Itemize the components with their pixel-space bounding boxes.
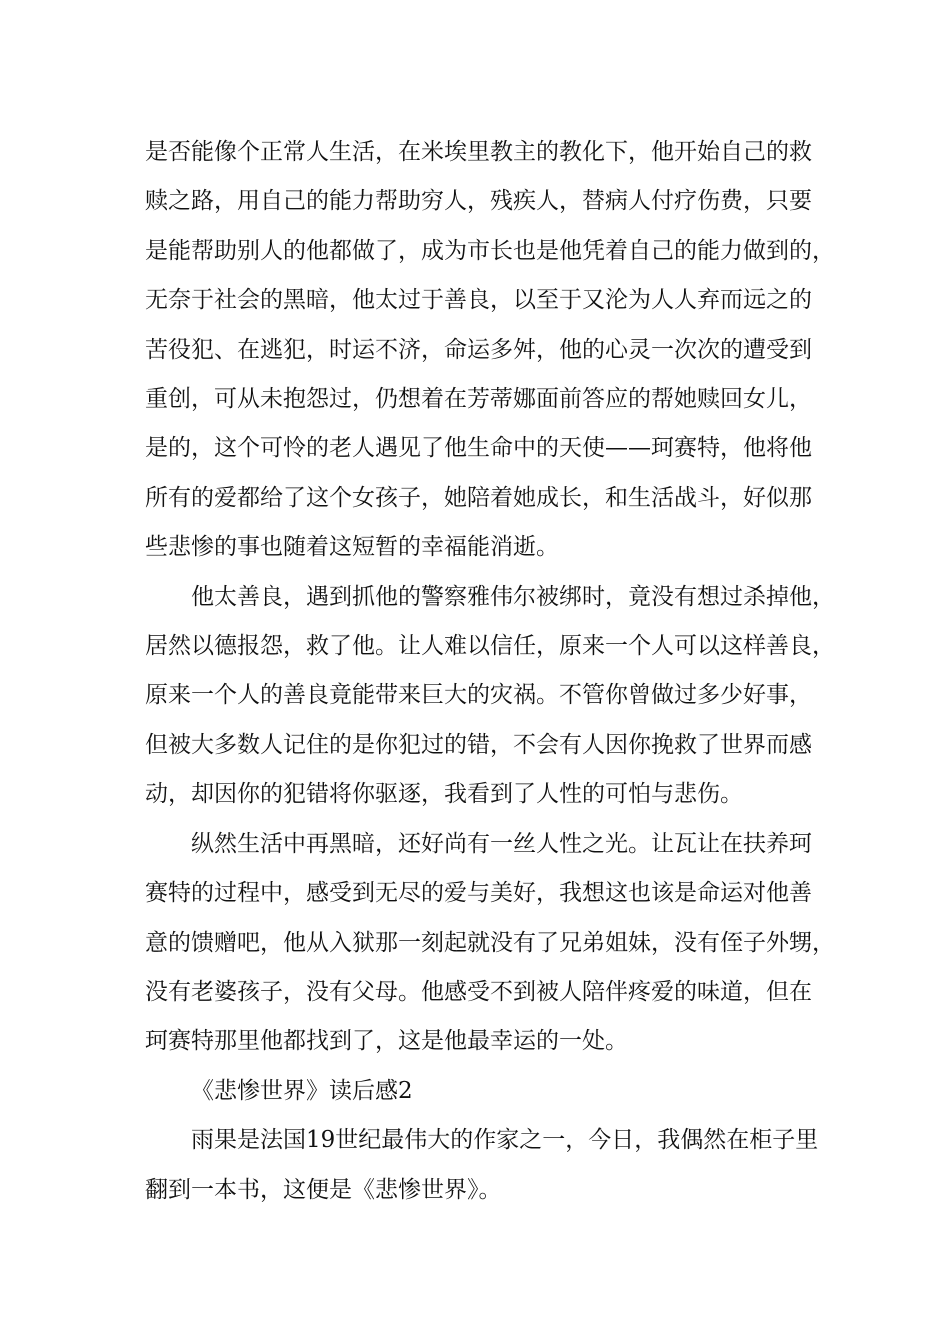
text-line: 是能帮助别人的他都做了，成为市长也是他凭着自己的能力做到的， [145, 237, 835, 264]
text-line: 珂赛特那里他都找到了，这是他最幸运的一处。 [145, 1028, 628, 1055]
text-line: 他太善良，遇到抓他的警察雅伟尔被绑时，竟没有想过杀掉他， [191, 583, 835, 610]
paragraph-3 [145, 820, 835, 1067]
text-line: 居然以德报怨，救了他。让人难以信任，原来一个人可以这样善良， [145, 633, 835, 660]
text-line: 是的，这个可怜的老人遇见了他生命中的天使——珂赛特，他将他 [145, 435, 812, 462]
text-line: 动，却因你的犯错将你驱逐，我看到了人性的可怕与悲伤。 [145, 781, 743, 808]
paragraph-1 [145, 128, 835, 573]
text-line: 赎之路，用自己的能力帮助穷人，残疾人，替病人付疗伤费，只要 [145, 188, 812, 215]
text-line: 意的馈赠吧，他从入狱那一刻起就没有了兄弟姐妹，没有侄子外甥， [145, 929, 835, 956]
text-line: 翻到一本书，这便是《悲惨世界》。 [145, 1176, 502, 1203]
text-line: 纵然生活中再黑暗，还好尚有一丝人性之光。让瓦让在扶养珂 [191, 830, 812, 857]
text-line: 赛特的过程中，感受到无尽的爱与美好，我想这也该是命运对他善 [145, 880, 812, 907]
text-line: 些悲惨的事也随着这短暂的幸福能消逝。 [145, 534, 559, 561]
paragraph-4 [145, 1116, 825, 1215]
text-line: 雨果是法国19世纪最伟大的作家之一，今日，我偶然在柜子里 [191, 1127, 819, 1154]
text-line: 但被大多数人记住的是你犯过的错，不会有人因你挽救了世界而感 [145, 731, 812, 758]
heading-line: 《悲惨世界》读后感2 [191, 1077, 413, 1104]
text-line: 所有的爱都给了这个女孩子，她陪着她成长，和生活战斗，好似那 [145, 484, 812, 511]
text-line: 苦役犯、在逃犯，时运不济，命运多舛，他的心灵一次次的遭受到 [145, 336, 812, 363]
text-line: 原来一个人的善良竟能带来巨大的灾祸。不管你曾做过多少好事， [145, 682, 812, 709]
text-line: 是否能像个正常人生活，在米埃里教主的教化下，他开始自己的救 [145, 139, 812, 165]
text-line: 没有老婆孩子，没有父母。他感受不到被人陪伴疼爱的味道，但在 [145, 978, 812, 1005]
paragraph-2 [145, 573, 835, 820]
text-line: 无奈于社会的黑暗，他太过于善良，以至于又沦为人人弃而远之的 [145, 287, 812, 314]
text-line: 重创，可从未抱怨过，仍想着在芳蒂娜面前答应的帮她赎回女儿， [145, 386, 812, 413]
document-body [145, 128, 835, 1215]
section-heading [145, 1067, 825, 1116]
